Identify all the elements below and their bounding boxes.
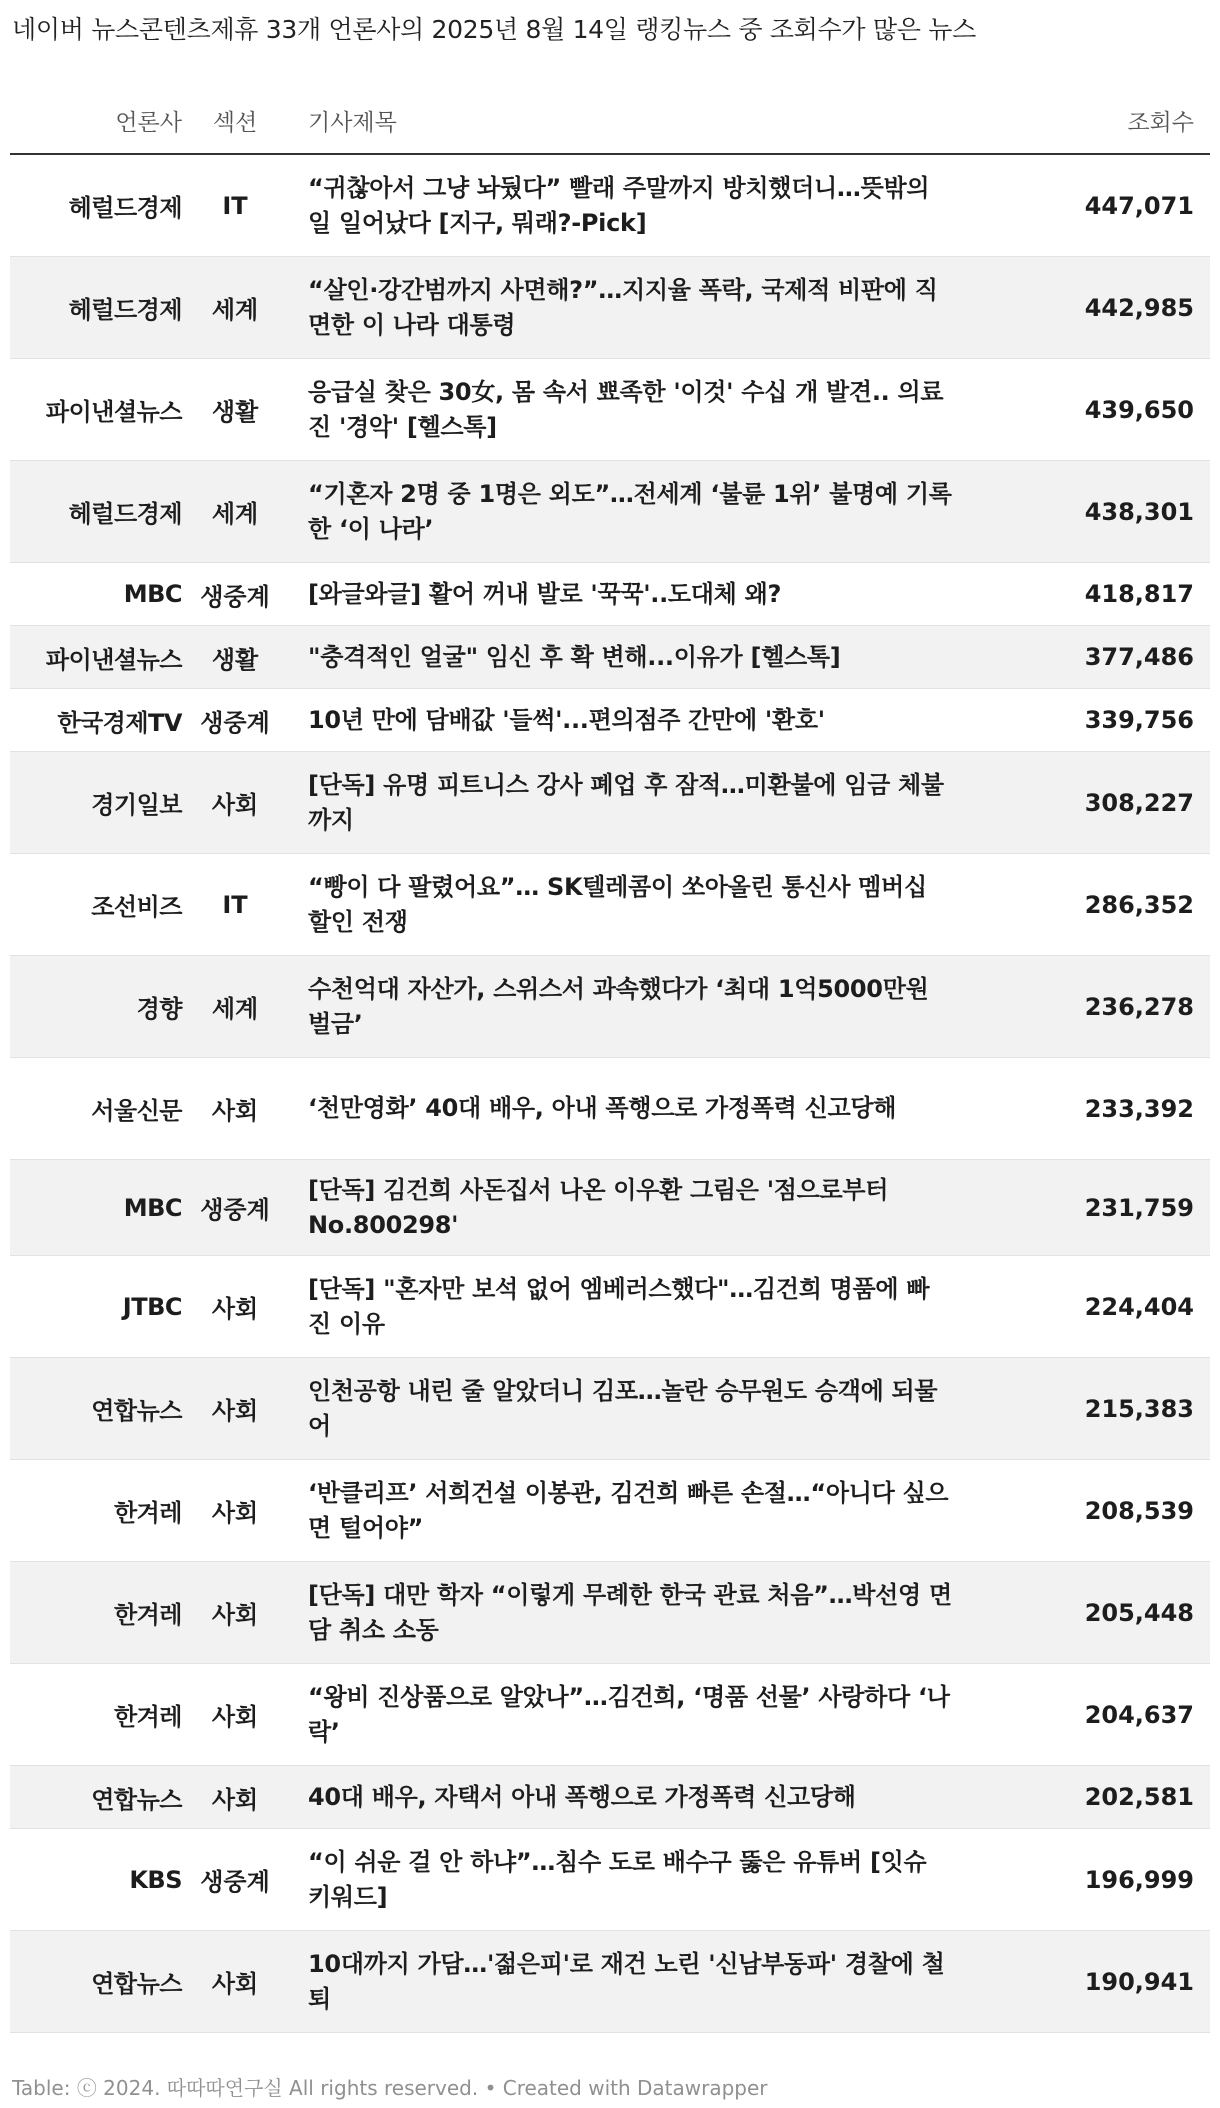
cell-section: 생중계 bbox=[182, 1829, 288, 1931]
table-row bbox=[10, 1058, 1210, 1160]
cell-publisher: KBS bbox=[10, 1829, 182, 1931]
cell-section: 생활 bbox=[182, 359, 288, 461]
cell-views: 215,383 bbox=[960, 1358, 1210, 1460]
cell-publisher: 연합뉴스 bbox=[10, 1766, 182, 1829]
cell-title: ‘반클리프’ 서희건설 이봉관, 김건희 빠른 손절…“아니다 싶으면 털어야” bbox=[288, 1460, 960, 1562]
cell-title: 40대 배우, 자택서 아내 폭행으로 가정폭력 신고당해 bbox=[288, 1766, 960, 1829]
cell-section: 사회 bbox=[182, 1766, 288, 1829]
table-row bbox=[10, 1358, 1210, 1460]
table-row bbox=[10, 1829, 1210, 1931]
table-row bbox=[10, 752, 1210, 854]
cell-publisher: 헤럴드경제 bbox=[10, 257, 182, 359]
cell-publisher: 연합뉴스 bbox=[10, 1931, 182, 2033]
cell-views: 439,650 bbox=[960, 359, 1210, 461]
cell-section: 사회 bbox=[182, 752, 288, 854]
cell-publisher: 경향 bbox=[10, 956, 182, 1058]
cell-title: 10년 만에 담배값 '들썩'...편의점주 간만에 '환호' bbox=[288, 689, 960, 752]
table-row bbox=[10, 1460, 1210, 1562]
table-row bbox=[10, 1664, 1210, 1766]
cell-title: [와글와글] 활어 꺼내 발로 '꾹꾹'..도대체 왜? bbox=[288, 563, 960, 626]
cell-publisher: JTBC bbox=[10, 1256, 182, 1358]
cell-title: [단독] 대만 학자 “이렇게 무례한 한국 관료 처음”…박선영 면담 취소 소동 bbox=[288, 1562, 960, 1664]
cell-section: 사회 bbox=[182, 1931, 288, 2033]
cell-title: “기혼자 2명 중 1명은 외도”…전세계 ‘불륜 1위’ 불명예 기록한 ‘이 나라’ bbox=[288, 461, 960, 563]
cell-publisher: 파이낸셜뉴스 bbox=[10, 359, 182, 461]
cell-publisher: 헤럴드경제 bbox=[10, 154, 182, 257]
cell-views: 196,999 bbox=[960, 1829, 1210, 1931]
cell-views: 308,227 bbox=[960, 752, 1210, 854]
cell-publisher: 한겨레 bbox=[10, 1664, 182, 1766]
cell-section: 사회 bbox=[182, 1562, 288, 1664]
table-row bbox=[10, 1562, 1210, 1664]
cell-section: 사회 bbox=[182, 1058, 288, 1160]
cell-publisher: MBC bbox=[10, 563, 182, 626]
cell-publisher: 한국경제TV bbox=[10, 689, 182, 752]
cell-section: 세계 bbox=[182, 956, 288, 1058]
cell-publisher: 한겨레 bbox=[10, 1460, 182, 1562]
column-header-title: 기사제목 bbox=[288, 96, 960, 154]
table-row bbox=[10, 1256, 1210, 1358]
table-row bbox=[10, 1931, 1210, 2033]
table-row bbox=[10, 461, 1210, 563]
cell-views: 442,985 bbox=[960, 257, 1210, 359]
cell-section: 생중계 bbox=[182, 689, 288, 752]
column-header-section: 섹션 bbox=[182, 96, 288, 154]
cell-section: 사회 bbox=[182, 1460, 288, 1562]
cell-publisher: 서울신문 bbox=[10, 1058, 182, 1160]
table-row bbox=[10, 689, 1210, 752]
cell-views: 447,071 bbox=[960, 154, 1210, 257]
column-header-views: 조회수 bbox=[960, 96, 1210, 154]
table-row bbox=[10, 563, 1210, 626]
cell-title: [단독] "혼자만 보석 없어 엠베러스했다"…김건희 명품에 빠진 이유 bbox=[288, 1256, 960, 1358]
cell-publisher: MBC bbox=[10, 1160, 182, 1256]
cell-publisher: 파이낸셜뉴스 bbox=[10, 626, 182, 689]
table-row bbox=[10, 257, 1210, 359]
cell-views: 438,301 bbox=[960, 461, 1210, 563]
table-row bbox=[10, 154, 1210, 257]
column-header-publisher: 언론사 bbox=[10, 96, 182, 154]
cell-title: “빵이 다 팔렸어요”… SK텔레콤이 쏘아올린 통신사 멤버십 할인 전쟁 bbox=[288, 854, 960, 956]
cell-section: 생중계 bbox=[182, 1160, 288, 1256]
cell-title: 인천공항 내린 줄 알았더니 김포…놀란 승무원도 승객에 되물어 bbox=[288, 1358, 960, 1460]
cell-title: “왕비 진상품으로 알았나”…김건희, ‘명품 선물’ 사랑하다 ‘나락’ bbox=[288, 1664, 960, 1766]
table-row bbox=[10, 626, 1210, 689]
cell-title: ‘천만영화’ 40대 배우, 아내 폭행으로 가정폭력 신고당해 bbox=[288, 1058, 960, 1160]
cell-title: [단독] 김건희 사돈집서 나온 이우환 그림은 '점으로부터 No.800298' bbox=[288, 1160, 960, 1256]
cell-section: 사회 bbox=[182, 1256, 288, 1358]
cell-section: 사회 bbox=[182, 1358, 288, 1460]
table-row bbox=[10, 1766, 1210, 1829]
cell-title: 수천억대 자산가, 스위스서 과속했다가 ‘최대 1억5000만원 벌금’ bbox=[288, 956, 960, 1058]
cell-title: 응급실 찾은 30女, 몸 속서 뾰족한 '이것' 수십 개 발견.. 의료진 '경악' [헬스톡] bbox=[288, 359, 960, 461]
table-header-row bbox=[10, 96, 1210, 154]
cell-views: 339,756 bbox=[960, 689, 1210, 752]
table-row bbox=[10, 1160, 1210, 1256]
cell-views: 377,486 bbox=[960, 626, 1210, 689]
cell-title: [단독] 유명 피트니스 강사 폐업 후 잠적…미환불에 임금 체불까지 bbox=[288, 752, 960, 854]
cell-title: “이 쉬운 걸 안 하냐”…침수 도로 배수구 뚫은 유튜버 [잇슈 키워드] bbox=[288, 1829, 960, 1931]
cell-section: 세계 bbox=[182, 461, 288, 563]
cell-views: 231,759 bbox=[960, 1160, 1210, 1256]
cell-publisher: 헤럴드경제 bbox=[10, 461, 182, 563]
cell-title: "충격적인 얼굴" 임신 후 확 변해...이유가 [헬스톡] bbox=[288, 626, 960, 689]
cell-section: 생활 bbox=[182, 626, 288, 689]
cell-section: 생중계 bbox=[182, 563, 288, 626]
cell-views: 190,941 bbox=[960, 1931, 1210, 2033]
table-row bbox=[10, 956, 1210, 1058]
cell-views: 286,352 bbox=[960, 854, 1210, 956]
table-row bbox=[10, 854, 1210, 956]
cell-views: 204,637 bbox=[960, 1664, 1210, 1766]
cell-title: “귀찮아서 그냥 놔뒀다” 빨래 주말까지 방치했더니…뜻밖의 일 일어났다 [지구, 뭐래?-Pick] bbox=[288, 154, 960, 257]
table-row bbox=[10, 359, 1210, 461]
table-title: 네이버 뉴스콘텐츠제휴 33개 언론사의 2025년 8월 14일 랭킹뉴스 중 조회수가 많은 뉴스 bbox=[12, 15, 976, 44]
cell-publisher: 연합뉴스 bbox=[10, 1358, 182, 1460]
cell-section: IT bbox=[182, 154, 288, 257]
ranking-table bbox=[10, 96, 1210, 2033]
cell-title: 10대까지 가담…'젊은피'로 재건 노린 '신남부동파' 경찰에 철퇴 bbox=[288, 1931, 960, 2033]
cell-publisher: 조선비즈 bbox=[10, 854, 182, 956]
cell-views: 208,539 bbox=[960, 1460, 1210, 1562]
cell-views: 233,392 bbox=[960, 1058, 1210, 1160]
cell-views: 224,404 bbox=[960, 1256, 1210, 1358]
cell-views: 205,448 bbox=[960, 1562, 1210, 1664]
table-footer: Table: ⓒ 2024. 따따따연구실 All rights reserved. • Created with Datawrapper bbox=[12, 2076, 768, 2100]
cell-section: 세계 bbox=[182, 257, 288, 359]
cell-views: 418,817 bbox=[960, 563, 1210, 626]
cell-title: “살인·강간범까지 사면해?”…지지율 폭락, 국제적 비판에 직면한 이 나라 대통령 bbox=[288, 257, 960, 359]
cell-publisher: 한겨레 bbox=[10, 1562, 182, 1664]
cell-publisher: 경기일보 bbox=[10, 752, 182, 854]
cell-section: 사회 bbox=[182, 1664, 288, 1766]
cell-views: 202,581 bbox=[960, 1766, 1210, 1829]
cell-section: IT bbox=[182, 854, 288, 956]
cell-views: 236,278 bbox=[960, 956, 1210, 1058]
